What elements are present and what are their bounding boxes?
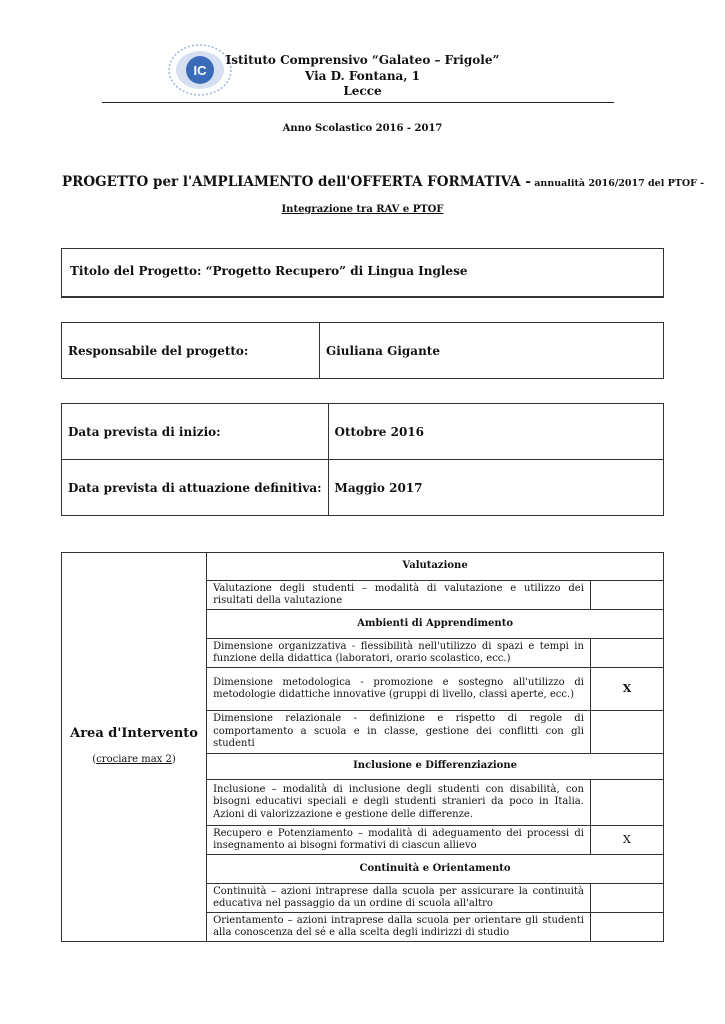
- title-main: PROGETTO per l'AMPLIAMENTO dell'OFFERTA FORMATIVA -: [62, 174, 531, 190]
- institute-address: Via D. Fontana, 1: [304, 69, 421, 83]
- option-text: Valutazione degli studenti – modalità di valutazione e utilizzo dei risultati della valutazione: [207, 581, 591, 610]
- section-title: Inclusione e Differenziazione: [207, 754, 664, 780]
- start-date-label: Data prevista di inizio:: [62, 404, 329, 460]
- area-cell: [62, 553, 207, 942]
- option-checkbox[interactable]: [590, 639, 663, 668]
- option-text: Dimensione organizzativa - flessibilità nell'utilizzo di spazi e tempi in funzione della didattica (laboratori, orario scolastico, ecc.): [207, 639, 591, 668]
- project-title: Titolo del Progetto: “Progetto Recupero” di Lingua Inglese: [70, 264, 468, 278]
- option-checkbox[interactable]: [590, 780, 663, 826]
- institute-city: Lecce: [343, 84, 382, 98]
- dates-table: [61, 403, 664, 516]
- option-checkbox[interactable]: [590, 884, 663, 913]
- header-divider: [102, 102, 614, 103]
- option-checkbox[interactable]: [590, 581, 663, 610]
- end-date-value: Maggio 2017: [328, 460, 663, 516]
- table-row: [62, 460, 664, 516]
- title-suffix: annualità 2016/2017 del PTOF -: [530, 178, 705, 189]
- table-row: [62, 553, 664, 581]
- responsible-label: Responsabile del progetto:: [62, 323, 320, 379]
- section-title: Valutazione: [207, 553, 664, 581]
- option-text: Recupero e Potenziamento – modalità di adeguamento dei processi di insegnamento ai bisogni formativi di ciascun allievo: [207, 826, 591, 855]
- school-year: Anno Scolastico 2016 - 2017: [282, 123, 443, 134]
- intervention-area-table: [61, 552, 664, 942]
- section-title: Ambienti di Apprendimento: [207, 610, 664, 639]
- svg-text:IC: IC: [193, 63, 207, 78]
- option-checkbox[interactable]: [590, 711, 663, 754]
- page-title: [62, 174, 705, 190]
- option-text: Inclusione – modalità di inclusione degli studenti con disabilità, con bisogni educativi speciali e degli studenti stranieri da poco in Italia. Azioni di valorizzazione e gestione delle differenze.: [207, 780, 591, 826]
- option-checkbox[interactable]: X: [590, 668, 663, 711]
- page-subtitle: Integrazione tra RAV e PTOF: [281, 204, 444, 215]
- start-date-value: Ottobre 2016: [328, 404, 663, 460]
- option-text: Orientamento – azioni intraprese dalla scuola per orientare gli studenti alla conoscenza del sé e alla scelta degli indirizzi di studio: [207, 913, 591, 942]
- area-label: Area d'Intervento: [70, 725, 198, 741]
- note-open: (: [92, 754, 97, 765]
- project-title-box: [61, 248, 664, 298]
- option-checkbox[interactable]: [590, 913, 663, 942]
- note-close: ): [171, 754, 176, 765]
- table-row: [62, 323, 664, 379]
- responsible-table: [61, 322, 664, 379]
- end-date-label: Data prevista di attuazione definitiva:: [62, 460, 329, 516]
- table-row: [62, 404, 664, 460]
- institute-name: Istituto Comprensivo “Galateo – Frigole”: [225, 53, 500, 67]
- option-text: Dimensione metodologica - promozione e sostegno all'utilizzo di metodologie didattiche innovative (gruppi di livello, classi aperte, ecc.): [207, 668, 591, 711]
- note-text: crociare max 2: [96, 754, 172, 765]
- section-title: Continuità e Orientamento: [207, 855, 664, 884]
- option-text: Continuità – azioni intraprese dalla scuola per assicurare la continuità educativa nel passaggio da un ordine di scuola all'altro: [207, 884, 591, 913]
- option-text: Dimensione relazionale - definizione e rispetto di regole di comportamento a scuola e in classe, gestione dei conflitti con gli studenti: [207, 711, 591, 754]
- responsible-value: Giuliana Gigante: [320, 323, 664, 379]
- area-note: [62, 754, 206, 767]
- option-checkbox[interactable]: X: [590, 826, 663, 855]
